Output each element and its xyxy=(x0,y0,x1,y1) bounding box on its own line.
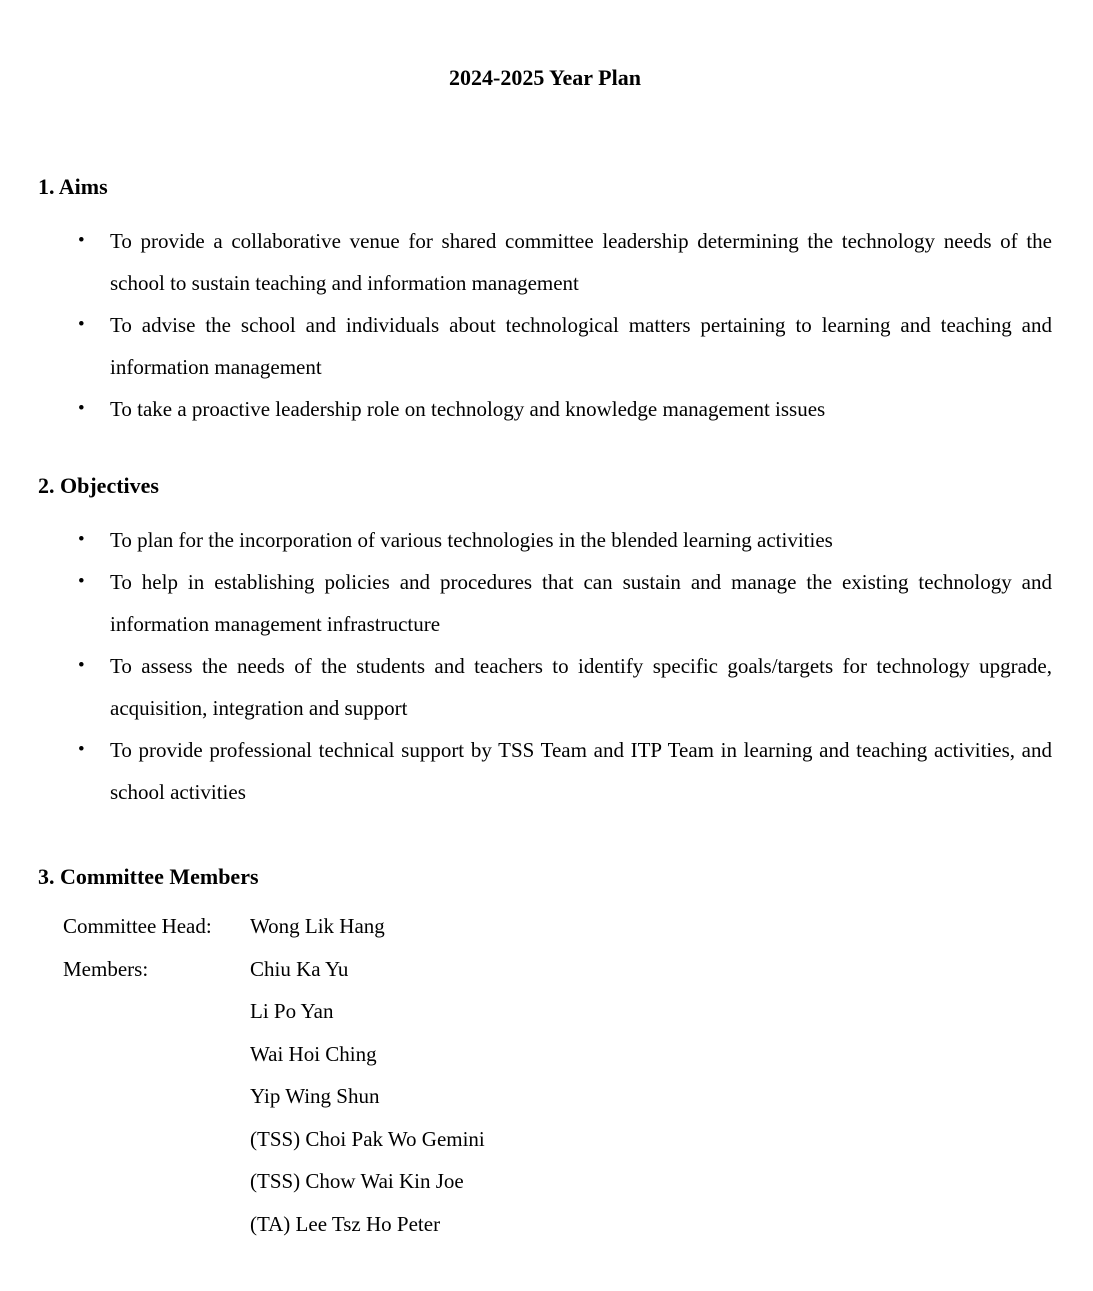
committee-list xyxy=(63,905,1052,1245)
bullet-text: To provide a collaborative venue for shared committee leadership determining the technology needs of the school to sustain teaching and information management xyxy=(110,229,1052,295)
list-item xyxy=(78,304,1052,388)
committee-label-spacer xyxy=(63,1075,250,1118)
section-heading-objectives: 2. Objectives xyxy=(38,473,159,498)
bullet-text: To advise the school and individuals about technological matters pertaining to learning and teaching and information management xyxy=(110,313,1052,379)
list-item xyxy=(78,388,1052,430)
bullet-text: To help in establishing policies and procedures that can sustain and manage the existing technology and information management infrastructure xyxy=(110,570,1052,636)
committee-row xyxy=(63,990,1052,1033)
bullet-icon: • xyxy=(78,230,85,251)
committee-member-name: (TSS) Choi Pak Wo Gemini xyxy=(250,1126,485,1151)
committee-head-name: Wong Lik Hang xyxy=(250,914,385,938)
list-item xyxy=(78,220,1052,304)
bullet-text: To provide professional technical support by TSS Team and ITP Team in learning and teaching activities, and school activities xyxy=(110,738,1052,804)
committee-head-label: Committee Head: xyxy=(63,914,212,938)
objectives-bullet-list xyxy=(38,519,1052,813)
section-heading-committee: 3. Committee Members xyxy=(38,864,259,889)
bullet-icon: • xyxy=(78,398,85,419)
committee-member-name: Wai Hoi Ching xyxy=(250,1041,377,1066)
committee-member-name: (TA) Lee Tsz Ho Peter xyxy=(250,1211,441,1236)
committee-member-name: Li Po Yan xyxy=(250,999,334,1023)
committee-label-spacer xyxy=(63,1118,250,1161)
committee-row xyxy=(63,948,1052,991)
bullet-text: To take a proactive leadership role on technology and knowledge management issues xyxy=(110,397,826,421)
committee-row xyxy=(63,905,1052,948)
committee-row xyxy=(63,1033,1052,1076)
bullet-icon: • xyxy=(78,529,85,550)
committee-label-spacer xyxy=(63,1160,250,1203)
section-heading-aims: 1. Aims xyxy=(38,174,108,199)
committee-row xyxy=(63,1203,1052,1246)
bullet-text: To assess the needs of the students and teachers to identify specific goals/targets for technology upgrade, acquisition, integration and support xyxy=(110,654,1052,720)
page-title: 2024-2025 Year Plan xyxy=(449,65,641,90)
committee-member-name: Chiu Ka Yu xyxy=(250,956,349,981)
list-item xyxy=(78,561,1052,645)
committee-label-spacer xyxy=(63,1203,250,1246)
bullet-icon: • xyxy=(78,655,85,676)
bullet-text: To plan for the incorporation of various technologies in the blended learning activities xyxy=(110,528,833,552)
list-item xyxy=(78,729,1052,813)
committee-row xyxy=(63,1075,1052,1118)
committee-members-label: Members: xyxy=(63,956,149,981)
bullet-icon: • xyxy=(78,739,85,760)
list-item xyxy=(78,645,1052,729)
committee-row xyxy=(63,1118,1052,1161)
committee-member-name: (TSS) Chow Wai Kin Joe xyxy=(250,1169,464,1193)
aims-bullet-list xyxy=(38,220,1052,430)
list-item xyxy=(78,519,1052,561)
committee-row xyxy=(63,1160,1052,1203)
committee-member-name: Yip Wing Shun xyxy=(250,1084,380,1108)
bullet-icon: • xyxy=(78,314,85,335)
committee-label-spacer xyxy=(63,1033,250,1076)
bullet-icon: • xyxy=(78,571,85,592)
committee-label-spacer xyxy=(63,990,250,1033)
